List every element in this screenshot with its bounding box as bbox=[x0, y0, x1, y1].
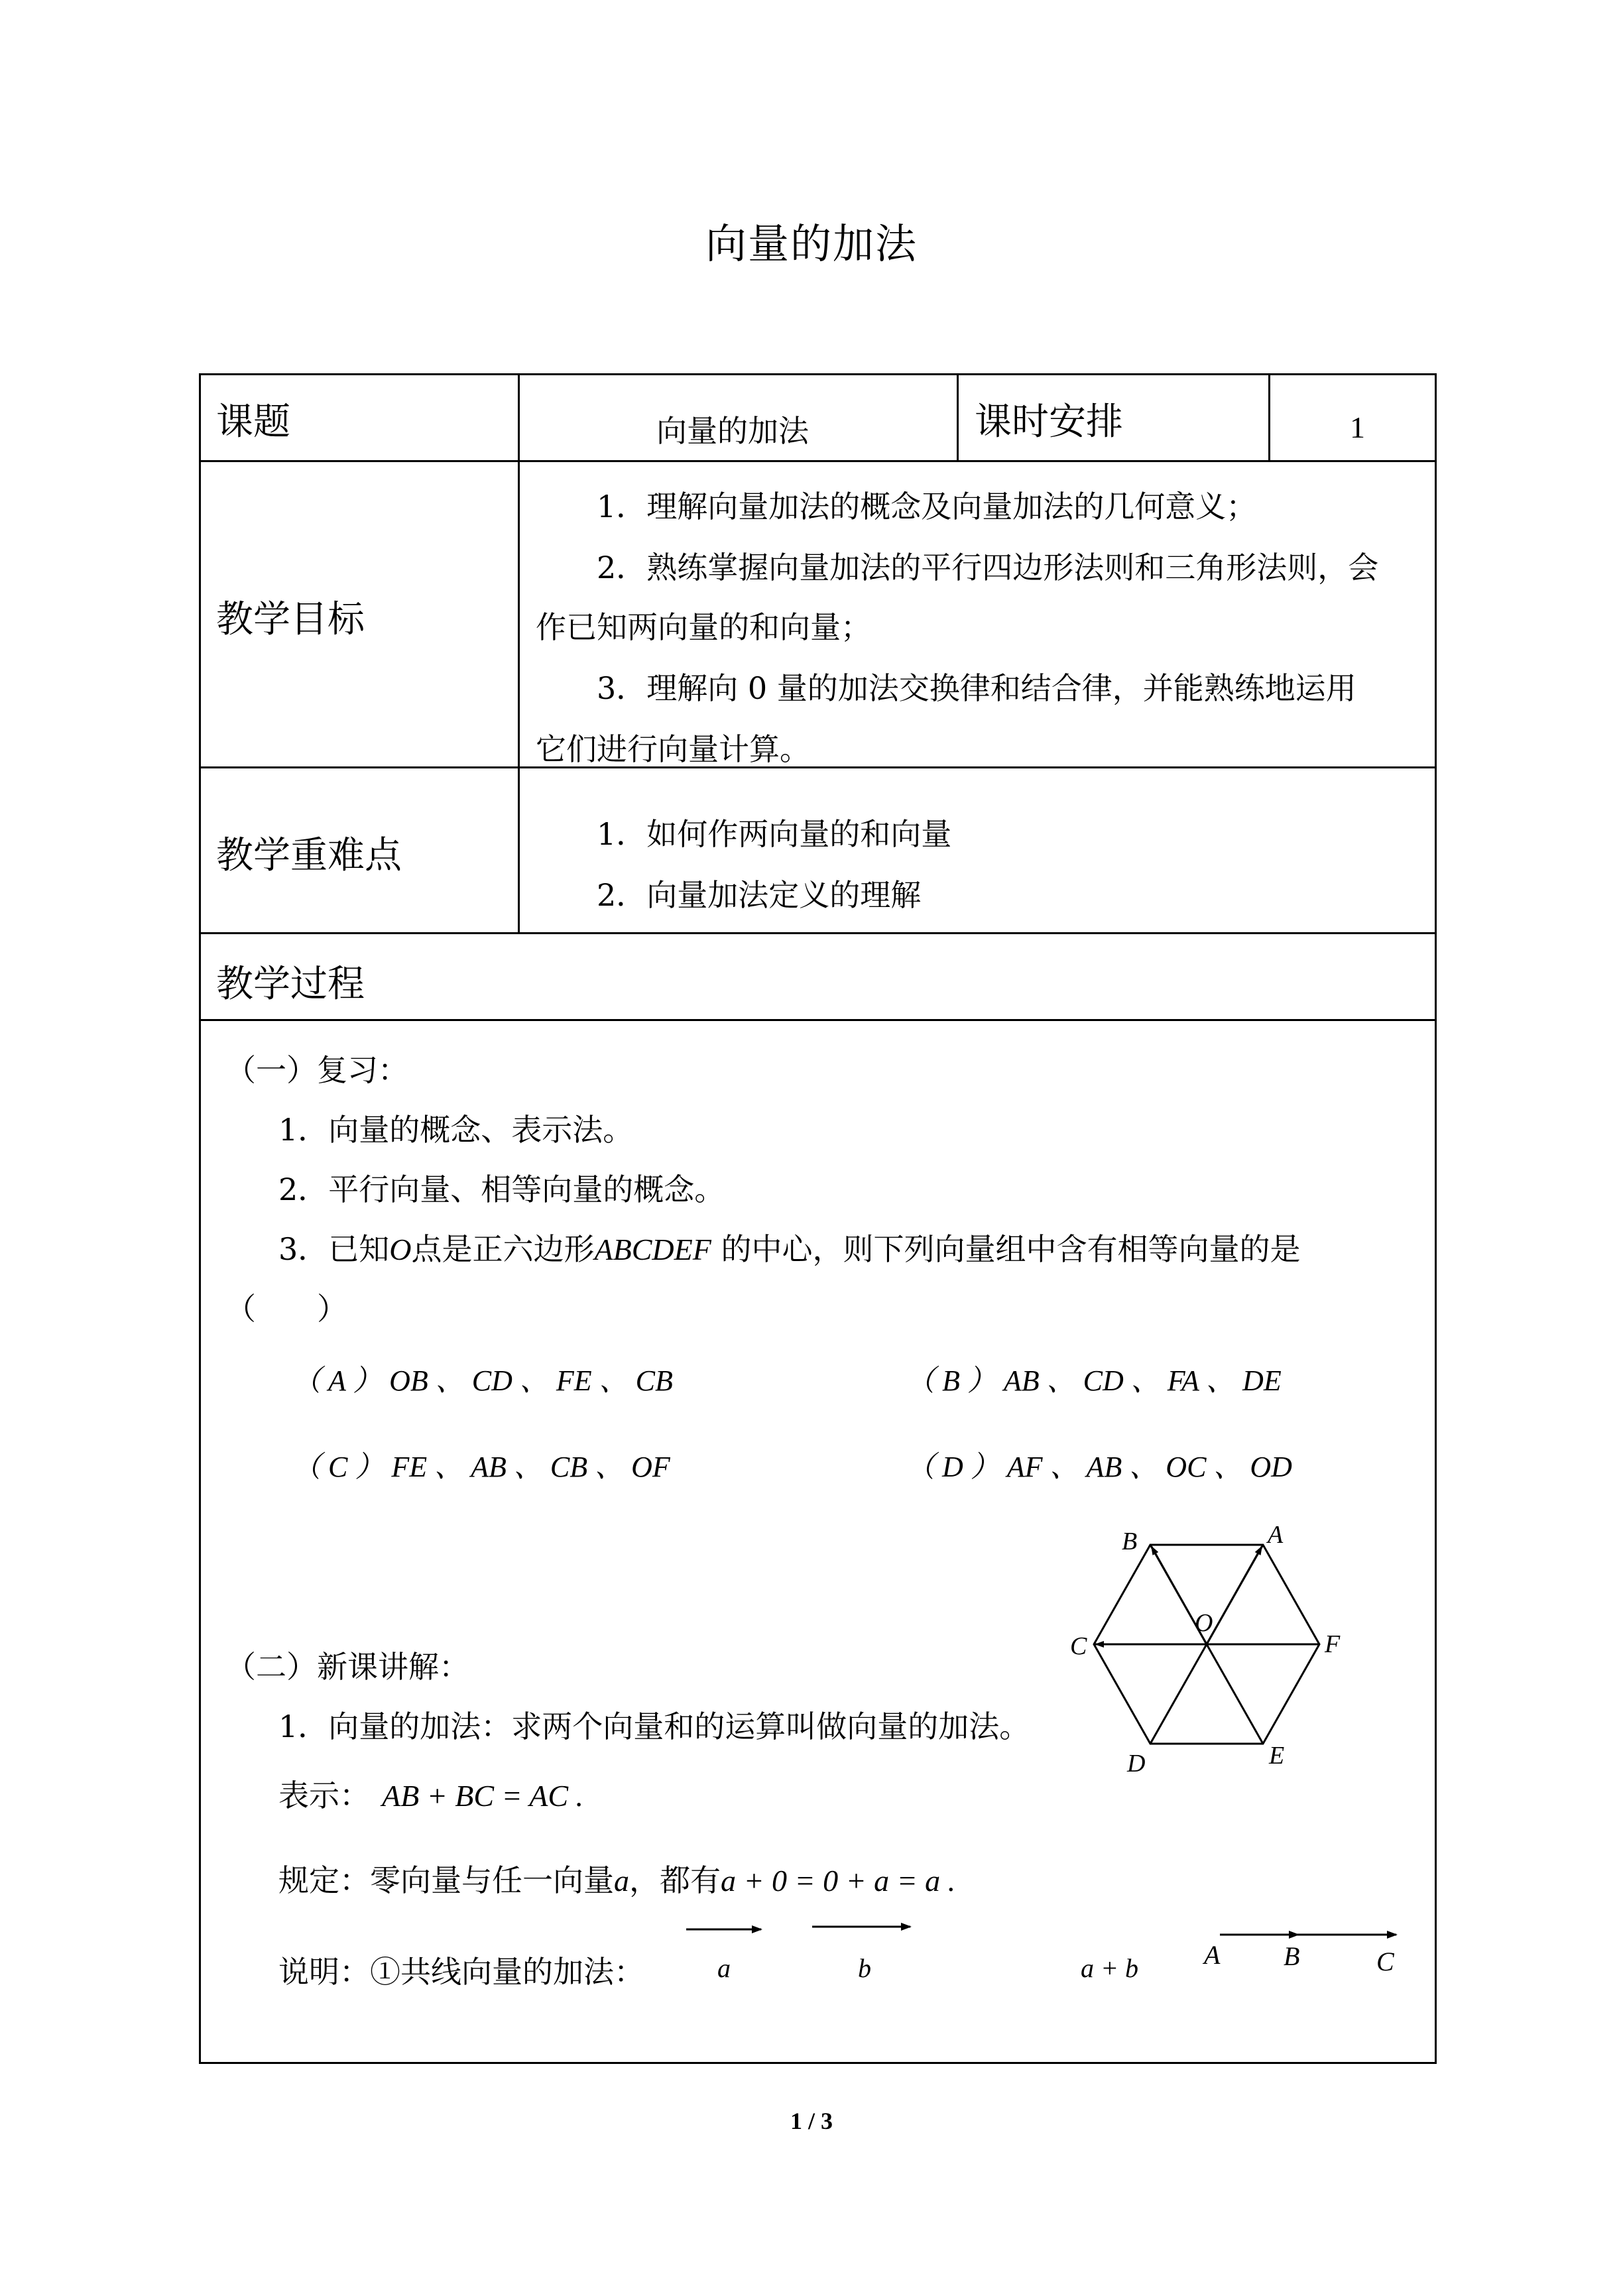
label-C: C bbox=[1070, 1632, 1087, 1660]
keypoints-label: 教学重难点 bbox=[216, 834, 402, 877]
vector-oa bbox=[1207, 1547, 1262, 1644]
page-number: 1 / 3 bbox=[790, 2108, 833, 2134]
table-divider bbox=[199, 932, 1437, 934]
table-divider bbox=[1268, 373, 1270, 461]
label-O: O bbox=[1195, 1609, 1213, 1637]
review-heading: （一）复习： bbox=[225, 1052, 408, 1088]
table-divider bbox=[957, 373, 959, 461]
hexagon-diagram bbox=[1061, 1525, 1352, 1783]
collinear-vectors bbox=[676, 1909, 1419, 1996]
new-heading: （二）新课讲解： bbox=[225, 1649, 469, 1685]
option-b: （ B ） AB 、 CD 、 FA 、 DE bbox=[906, 1364, 1282, 1397]
option-d: （ D ） AF 、 AB 、 OC 、 OD bbox=[906, 1451, 1292, 1483]
label-B: B bbox=[1122, 1528, 1138, 1555]
label-D: D bbox=[1127, 1750, 1146, 1778]
process-label: 教学过程 bbox=[216, 963, 365, 1006]
goals-label: 教学目标 bbox=[216, 598, 365, 641]
definition-text: 1．向量的加法：求两个向量和的运算叫做向量的加法。 bbox=[278, 1709, 1030, 1744]
subject-label: 课题 bbox=[216, 400, 290, 444]
review-item: 3．已知O点是正六边形ABCDEF 的中心，则下列向量组中含有相等向量的是 bbox=[278, 1231, 1301, 1267]
label-E: E bbox=[1269, 1742, 1285, 1770]
goal-line: 作已知两向量的和向量； bbox=[536, 609, 871, 645]
table-divider bbox=[518, 373, 520, 934]
answer-paren: （ ） bbox=[225, 1291, 347, 1327]
table-divider bbox=[199, 1019, 1437, 1021]
label-vec-a: a bbox=[717, 1953, 731, 1983]
option-c: （ C ） FE 、 AB 、 CB 、 OF bbox=[292, 1451, 670, 1483]
period-label: 课时安排 bbox=[975, 400, 1123, 444]
note-text: 说明：①共线向量的加法： bbox=[278, 1954, 644, 1990]
label-line-C: C bbox=[1376, 1947, 1394, 1976]
rule-text: 规定：零向量与任一向量a，都有a + 0 = 0 + a = a . bbox=[278, 1862, 956, 1898]
label-A: A bbox=[1268, 1525, 1284, 1549]
representation-text: 表示： AB + BC = AC . bbox=[278, 1778, 584, 1813]
table-divider bbox=[199, 460, 1437, 462]
table-divider bbox=[199, 766, 1437, 768]
keypoint-line: 1．如何作两向量的和向量 bbox=[597, 816, 952, 852]
review-item: 1．向量的概念、表示法。 bbox=[278, 1112, 634, 1148]
keypoint-line: 2．向量加法定义的理解 bbox=[597, 877, 922, 913]
label-vec-sum: a + b bbox=[1081, 1953, 1138, 1983]
page-title: 向量的加法 bbox=[705, 219, 918, 268]
goal-line: 2．熟练掌握向量加法的平行四边形法则和三角形法则，会 bbox=[597, 550, 1379, 585]
option-a: （ A ） OB 、 CD 、 FE 、 CB bbox=[292, 1364, 673, 1397]
label-line-B: B bbox=[1284, 1941, 1300, 1971]
subject-value: 向量的加法 bbox=[656, 413, 809, 449]
label-F: F bbox=[1325, 1630, 1341, 1658]
goal-line: 它们进行向量计算。 bbox=[536, 731, 810, 767]
label-line-A: A bbox=[1204, 1940, 1221, 1970]
goal-line: 3．理解向 0 量的加法交换律和结合律，并能熟练地运用 bbox=[597, 670, 1356, 706]
review-item: 2．平行向量、相等向量的概念。 bbox=[278, 1172, 725, 1207]
label-vec-b: b bbox=[858, 1953, 871, 1983]
goal-line: 1．理解向量加法的概念及向量加法的几何意义； bbox=[597, 489, 1257, 524]
period-value: 1 bbox=[1350, 410, 1365, 444]
